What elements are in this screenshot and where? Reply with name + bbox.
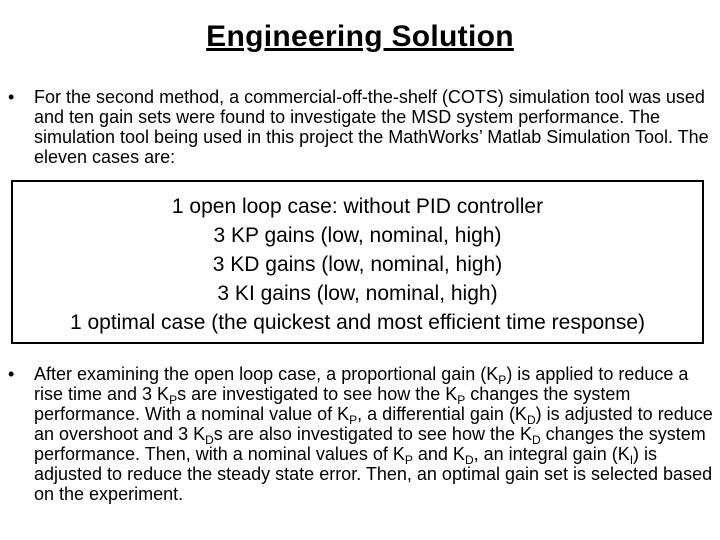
cases-list	[13, 192, 702, 337]
bullet-marker: •	[8, 87, 15, 107]
bullet-text-cots-method: For the second method, a commercial-off-the-shelf (COTS) simulation tool was used and ten gain sets were found to investigate the MSD system performance. The simulation tool being used in this project the MathWorks’ Matlab Simulation Tool. The eleven cases are:	[34, 87, 709, 167]
cases-box	[11, 180, 704, 344]
case-kd-gains: 3 KD gains (low, nominal, high)	[212, 253, 503, 276]
case-ki-gains: 3 KI gains (low, nominal, high)	[217, 282, 498, 305]
bullet-marker: •	[8, 364, 15, 384]
bullet-text-gain-procedure: After examining the open loop case, a proportional gain $(K_P)$ is applied to reduce a rise time and 3 $K_Ps$ are investigated to see how the $K_P$ changes the system performance. With a nominal value of $K_P$, a differential gain $(K_D)$ is adjusted to reduce an overshoot and 3 $K_Ds$ are also investigated to see how the $K_D$ changes the system performance. Then, with a nominal values of $K_P$ and $K_D$, an integral gain $(K_I)$ is adjusted to reduce the steady state error. Then, an optimal gain set is selected based on the experiment.	[34, 364, 713, 504]
case-open-loop: 1 open loop case: without PID controller	[171, 195, 544, 218]
slide-title: Engineering Solution	[206, 20, 514, 53]
case-optimal: 1 optimal case (the quickest and most efficient time response)	[69, 311, 646, 334]
case-kp-gains: 3 KP gains (low, nominal, high)	[213, 224, 502, 247]
